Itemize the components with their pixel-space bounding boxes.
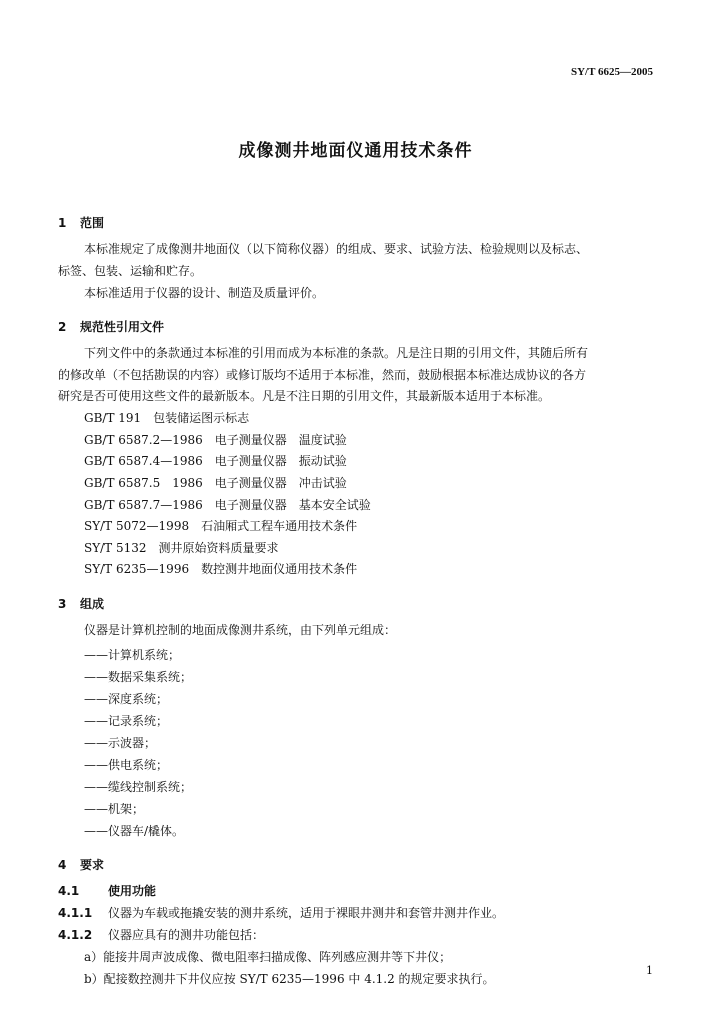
reference-item: GB/T 6587.4—1986 电子测量仪器 振动试验 bbox=[84, 454, 347, 468]
section-number: 4 bbox=[58, 858, 67, 872]
page-number: 1 bbox=[646, 964, 653, 977]
scope-line-2: 标签、包装、运输和贮存。 bbox=[58, 264, 203, 278]
clause-text: 仪器应具有的测井功能包括： bbox=[108, 928, 265, 942]
composition-intro: 仪器是计算机控制的地面成像测井系统，由下列单元组成： bbox=[84, 623, 397, 637]
section-title: 规范性引用文件 bbox=[80, 320, 165, 334]
scope-line-3: 本标准适用于仪器的设计、制造及质量评价。 bbox=[84, 286, 325, 300]
list-item: ——深度系统； bbox=[84, 692, 169, 706]
scope-line-1: 本标准规定了成像测井地面仪（以下简称仪器）的组成、要求、试验方法、检验规则以及标志、 bbox=[84, 242, 589, 256]
normative-line-2: 的修改单（不包括勘误的内容）或修订版均不适用于本标准，然而，鼓励根据本标准达成协议的各方 bbox=[58, 368, 587, 382]
section-number: 2 bbox=[58, 320, 67, 334]
clause-4-1-2 bbox=[58, 926, 264, 943]
reference-item: SY/T 6235—1996 数控测井地面仪通用技术条件 bbox=[84, 562, 358, 576]
clause-4-1 bbox=[58, 882, 156, 899]
list-item: ——机架； bbox=[84, 802, 145, 816]
standard-number: SY/T 6625—2005 bbox=[570, 66, 653, 78]
section-title: 组成 bbox=[80, 597, 105, 611]
clause-text: 使用功能 bbox=[108, 884, 157, 898]
clause-number: 4.1.2 bbox=[58, 928, 93, 942]
section-4-heading bbox=[58, 856, 104, 873]
section-number: 1 bbox=[58, 216, 67, 230]
list-item: ——缆线控制系统； bbox=[84, 780, 193, 794]
section-2-heading bbox=[58, 318, 164, 335]
reference-item: GB/T 191 包装储运图示标志 bbox=[84, 411, 250, 425]
normative-line-1: 下列文件中的条款通过本标准的引用而成为本标准的条款。凡是注日期的引用文件，其随后所有 bbox=[84, 346, 589, 360]
clause-text: 仪器为车载或拖撬安装的测井系统，适用于裸眼井测井和套管井测井作业。 bbox=[108, 906, 505, 920]
list-item: ——示波器； bbox=[84, 736, 157, 750]
list-item: ——仪器车/橇体。 bbox=[84, 824, 185, 838]
normative-line-3: 研究是否可使用这些文件的最新版本。凡是不注日期的引用文件，其最新版本适用于本标准。 bbox=[58, 389, 551, 403]
list-item: ——数据采集系统； bbox=[84, 670, 193, 684]
reference-item: GB/T 6587.7—1986 电子测量仪器 基本安全试验 bbox=[84, 498, 371, 512]
clause-number: 4.1 bbox=[58, 884, 80, 898]
reference-item: GB/T 6587.5 1986 电子测量仪器 冲击试验 bbox=[84, 476, 347, 490]
clause-4-1-1 bbox=[58, 904, 504, 921]
list-item: ——记录系统； bbox=[84, 714, 169, 728]
section-title: 要求 bbox=[80, 858, 105, 872]
section-1-heading bbox=[58, 214, 104, 231]
list-item: b）配接数控测井下井仪应按 SY/T 6235—1996 中 4.1.2 的规定要求执行。 bbox=[84, 972, 495, 986]
clause-number: 4.1.1 bbox=[58, 906, 93, 920]
reference-item: SY/T 5132 测井原始资料质量要求 bbox=[84, 541, 279, 555]
section-title: 范围 bbox=[80, 216, 105, 230]
document-title: 成像测井地面仪通用技术条件 bbox=[238, 141, 473, 161]
reference-item: GB/T 6587.2—1986 电子测量仪器 温度试验 bbox=[84, 433, 347, 447]
section-number: 3 bbox=[58, 597, 67, 611]
list-item: a）能接井周声波成像、微电阻率扫描成像、阵列感应测井等下井仪； bbox=[84, 950, 452, 964]
section-3-heading bbox=[58, 595, 104, 612]
list-item: ——计算机系统； bbox=[84, 648, 181, 662]
reference-item: SY/T 5072—1998 石油厢式工程车通用技术条件 bbox=[84, 519, 358, 533]
list-item: ——供电系统； bbox=[84, 758, 169, 772]
